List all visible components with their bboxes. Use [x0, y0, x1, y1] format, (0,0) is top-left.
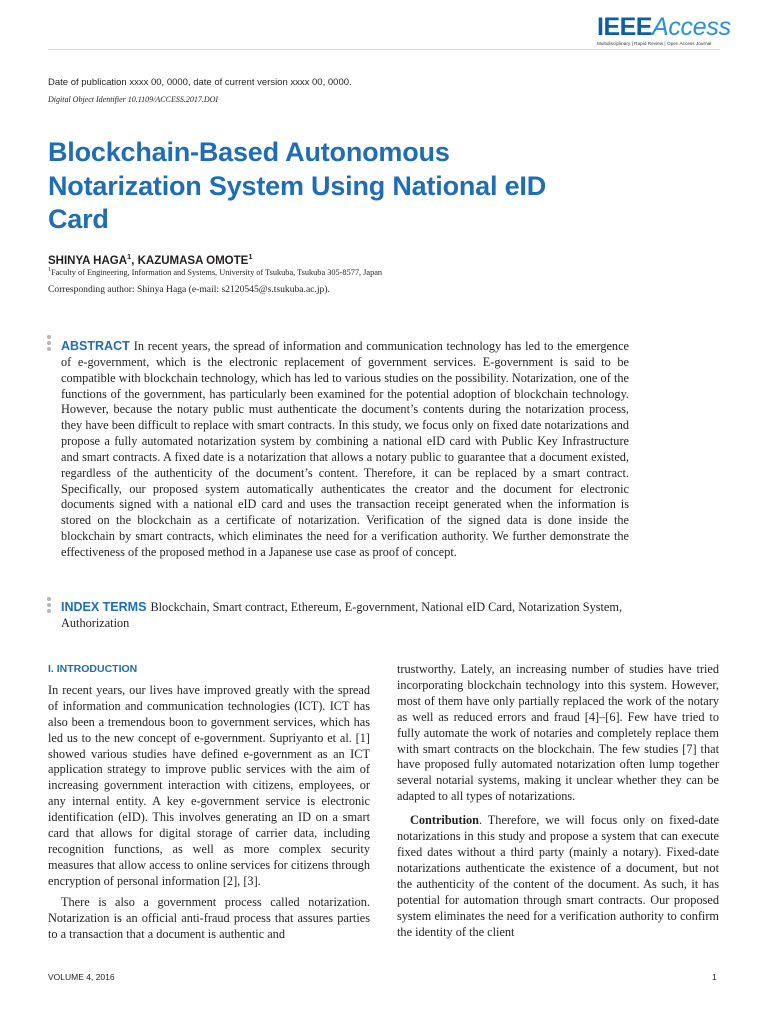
- affiliation-mark: 1: [48, 267, 51, 273]
- contribution-text: . Therefore, we will focus only on fixed-date notarizations in this study and propose a system that can execute fixed dates without a third party (mainly a notary). Fixed-date notarizations authenticate the existence of a document, but not the authenticity of the content of the document. As such, it has potential for automation through smart contracts. Our proposed system eliminates the need for a verification authority to confirm the identity of the client: [397, 813, 719, 939]
- index-terms-dots-icon: [47, 597, 52, 616]
- page-number: 1: [712, 972, 717, 982]
- paragraph: trustworthy. Lately, an increasing number of studies have tried incorporating blockchain technology into this system. However, most of them have only partially replaced the work of the notary as well as reduced errors and fraud [4]–[6]. Few have tried to fully automate the work of notaries and completely replace them with smart contracts on the blockchain. The few studies [7] that have proposed fully automated notarization often lump together several notarial systems, making it unclear whether they can be adapted to all types of notarizations.: [397, 662, 719, 804]
- right-column: [397, 662, 719, 940]
- logo-ieee-text: IEEE: [597, 13, 652, 41]
- affiliation: [48, 267, 382, 277]
- publication-date: Date of publication xxxx 00, 0000, date of current version xxxx 00, 0000.: [48, 77, 352, 88]
- corresponding-author: Corresponding author: Shinya Haga (e-mail: s2120545@s.tsukuba.ac.jp).: [48, 284, 330, 295]
- journal-logo: [597, 13, 731, 50]
- author-name: SHINYA HAGA: [48, 254, 128, 267]
- volume-footer: VOLUME 4, 2016: [48, 972, 115, 982]
- author-affiliation-mark: 1: [127, 252, 132, 261]
- affiliation-text: Faculty of Engineering, Information and Systems, University of Tsukuba, Tsukuba 305-8577, Japan: [51, 267, 383, 277]
- author-name: KAZUMASA OMOTE: [137, 254, 249, 267]
- paragraph: [397, 813, 719, 940]
- abstract-dots-icon: [47, 335, 52, 354]
- paragraph: There is also a government process called notarization. Notarization is an official anti-fraud process that assures parties to a transaction that a document is authentic and: [48, 894, 370, 941]
- contribution-label: Contribution: [410, 813, 480, 828]
- abstract: [61, 339, 629, 561]
- paper-title: Blockchain-Based Autonomous Notarization System Using National eID Card: [48, 137, 546, 234]
- index-terms: [61, 600, 641, 632]
- abstract-label: ABSTRACT: [61, 339, 130, 353]
- index-terms-label: INDEX TERMS: [61, 600, 147, 614]
- paragraph: In recent years, our lives have improved greatly with the spread of information and communication technologies (ICT). ICT has also been a tremendous boon to government services, which has led us to the new concept of e-government. Supriyanto et al. [1] showed various studies have defined e-government as an ICT application strategy to improve public services with the aim of increasing government interaction with citizens, employees, or any internal entity. A key e-government service is electronic identification (eID). This involves generating an ID on a smart card that allows for digital storage of carrier data, including recognition functions, as well as more complex security measures that allow access to online services for citizens through encryption of personal information [2], [3].: [48, 682, 370, 888]
- author-affiliation-mark: 1: [248, 252, 253, 261]
- logo-access-text: Access: [651, 13, 731, 41]
- section-heading: I. INTRODUCTION: [48, 663, 138, 675]
- author-list: [48, 252, 253, 267]
- doi-line: Digital Object Identifier 10.1109/ACCESS.2017.DOI: [48, 95, 219, 104]
- left-column: [48, 662, 370, 942]
- author-separator: ,: [131, 254, 138, 267]
- logo-tagline: Multidisciplinary | Rapid Review | Open Access Journal: [597, 41, 712, 46]
- index-terms-text: Blockchain, Smart contract, Ethereum, E-government, National eID Card, Notarization System, Authorization: [61, 600, 623, 630]
- abstract-text: In recent years, the spread of information and communication technology has led to the emergence of e-government, which is the electronic replacement of government services. E-government is said to be compatible with blockchain technology, which has led to various studies on the possibility. Notarization, one of the functions of the government, has particularly been examined for the potential adoption of blockchain technology. However, because the notary public must authenticate the document’s contents during the notarization process, they have been difficult to replace with smart contracts. In this study, we focus only on fixed date notarizations and propose a fully automated notarization system by combining a national eID card with Public Key Infrastructure and smart contracts. A fixed date is a notarization that allows a notary public to guarantee that a document existed, regardless of the authenticity of the document’s content. Therefore, it can be replaced by a smart contract. Specifically, our proposed system automatically authenticates the creator and the document for electronic documents signed with a national eID card and uses the transaction receipt generated when the information is stored on the blockchain as a certificate of notarization. Verification of the signed data is done inside the blockchain by smart contracts, which eliminates the need for a verification authority. We further demonstrate the effectiveness of the proposed method in a Japanese use case as proof of concept.: [61, 339, 629, 559]
- header-rule: [48, 49, 720, 50]
